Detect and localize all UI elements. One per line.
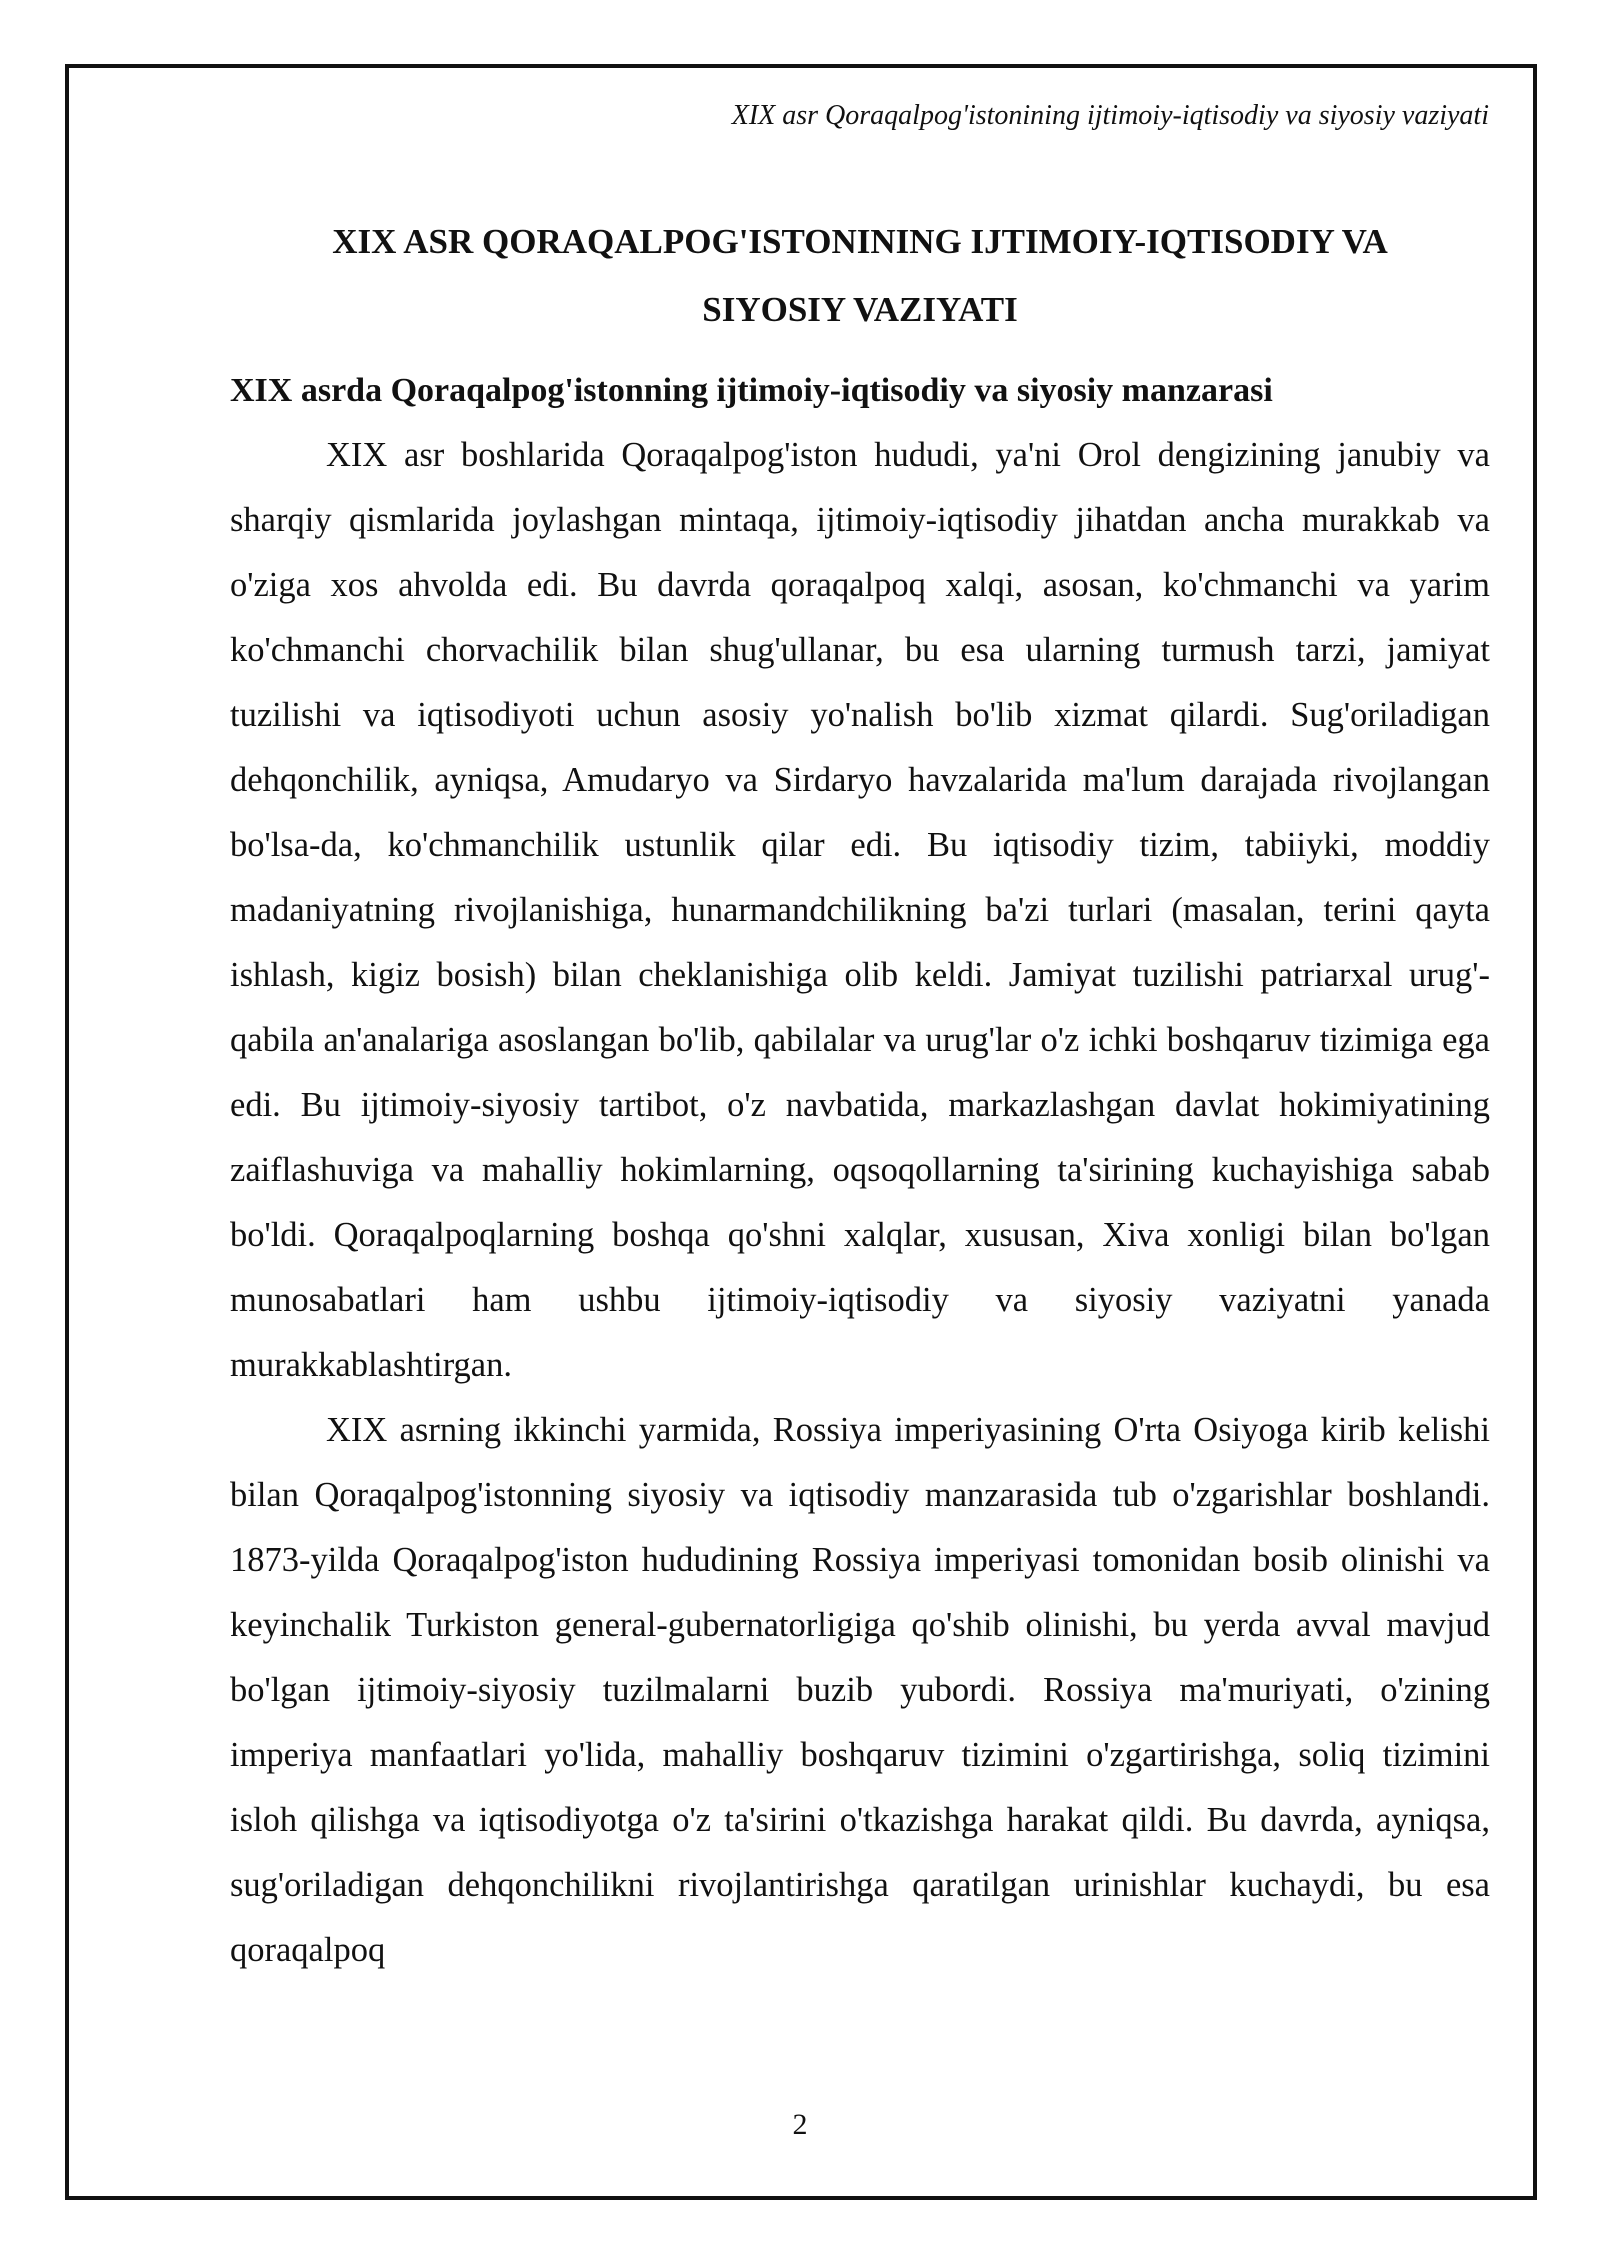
document-body: [230, 208, 1490, 1983]
document-title: [230, 208, 1490, 344]
paragraph-1: XIX asr boshlarida Qoraqalpog'iston hududi, ya'ni Orol dengizining janubiy va sharqiy qismlarida joylashgan mintaqa, ijtimoiy-iqtisodiy jihatdan ancha murakkab va o'ziga xos ahvolda edi. Bu davrda qoraqalpoq xalqi, asosan, ko'chmanchi va yarim ko'chmanchi chorvachilik bilan shug'ullanar, bu esa ularning turmush tarzi, jamiyat tuzilishi va iqtisodiyoti uchun asosiy yo'nalish bo'lib xizmat qilardi. Sug'oriladigan dehqonchilik, ayniqsa, Amudaryo va Sirdaryo havzalarida ma'lum darajada rivojlangan bo'lsa-da, ko'chmanchilik ustunlik qilar edi. Bu iqtisodiy tizim, tabiiyki, moddiy madaniyatning rivojlanishiga, hunarmandchilikning ba'zi turlari (masalan, terini qayta ishlash, kigiz bosish) bilan cheklanishiga olib keldi. Jamiyat tuzilishi patriarxal urug'-qabila an'analariga asoslangan bo'lib, qabilalar va urug'lar o'z ichki boshqaruv tizimiga ega edi. Bu ijtimoiy-siyosiy tartibot, o'z navbatida, markazlashgan davlat hokimiyatining zaiflashuviga va mahalliy hokimlarning, oqsoqollarning ta'sirining kuchayishiga sabab bo'ldi. Qoraqalpoqlarning boshqa qo'shni xalqlar, xususan, Xiva xonligi bilan bo'lgan munosabatlari ham ushbu ijtimoiy-iqtisodiy va siyosiy vaziyatni yanada murakkablashtirgan.: [230, 436, 1490, 1384]
document-title-line-1: XIX ASR QORAQALPOG'ISTONINING IJTIMOIY-IQTISODIY VA: [332, 222, 1388, 261]
section-heading: XIX asrda Qoraqalpog'istonning ijtimoiy-iqtisodiy va siyosiy manzarasi: [230, 372, 1273, 409]
document-title-line-2: SIYOSIY VAZIYATI: [702, 290, 1018, 329]
paragraph-2: XIX asrning ikkinchi yarmida, Rossiya imperiyasining O'rta Osiyoga kirib kelishi bilan Qoraqalpog'istonning siyosiy va iqtisodiy manzarasida tub o'zgarishlar boshlandi. 1873-yilda Qoraqalpog'iston hududining Rossiya imperiyasi tomonidan bosib olinishi va keyinchalik Turkiston general-gubernatorligiga qo'shib olinishi, bu yerda avval mavjud bo'lgan ijtimoiy-siyosiy tuzilmalarni buzib yubordi. Rossiya ma'muriyati, o'zining imperiya manfaatlari yo'lida, mahalliy boshqaruv tizimini o'zgartirishga, soliq tizimini isloh qilishga va iqtisodiyotga o'z ta'sirini o'tkazishga harakat qildi. Bu davrda, ayniqsa, sug'oriladigan dehqonchilikni rivojlantirishga qaratilgan urinishlar kuchaydi, bu esa qoraqalpoq: [230, 1411, 1490, 1969]
running-header: XIX asr Qoraqalpog'istonining ijtimoiy-iqtisodiy va siyosiy vaziyati: [731, 100, 1489, 131]
page-number: 2: [792, 2108, 808, 2141]
